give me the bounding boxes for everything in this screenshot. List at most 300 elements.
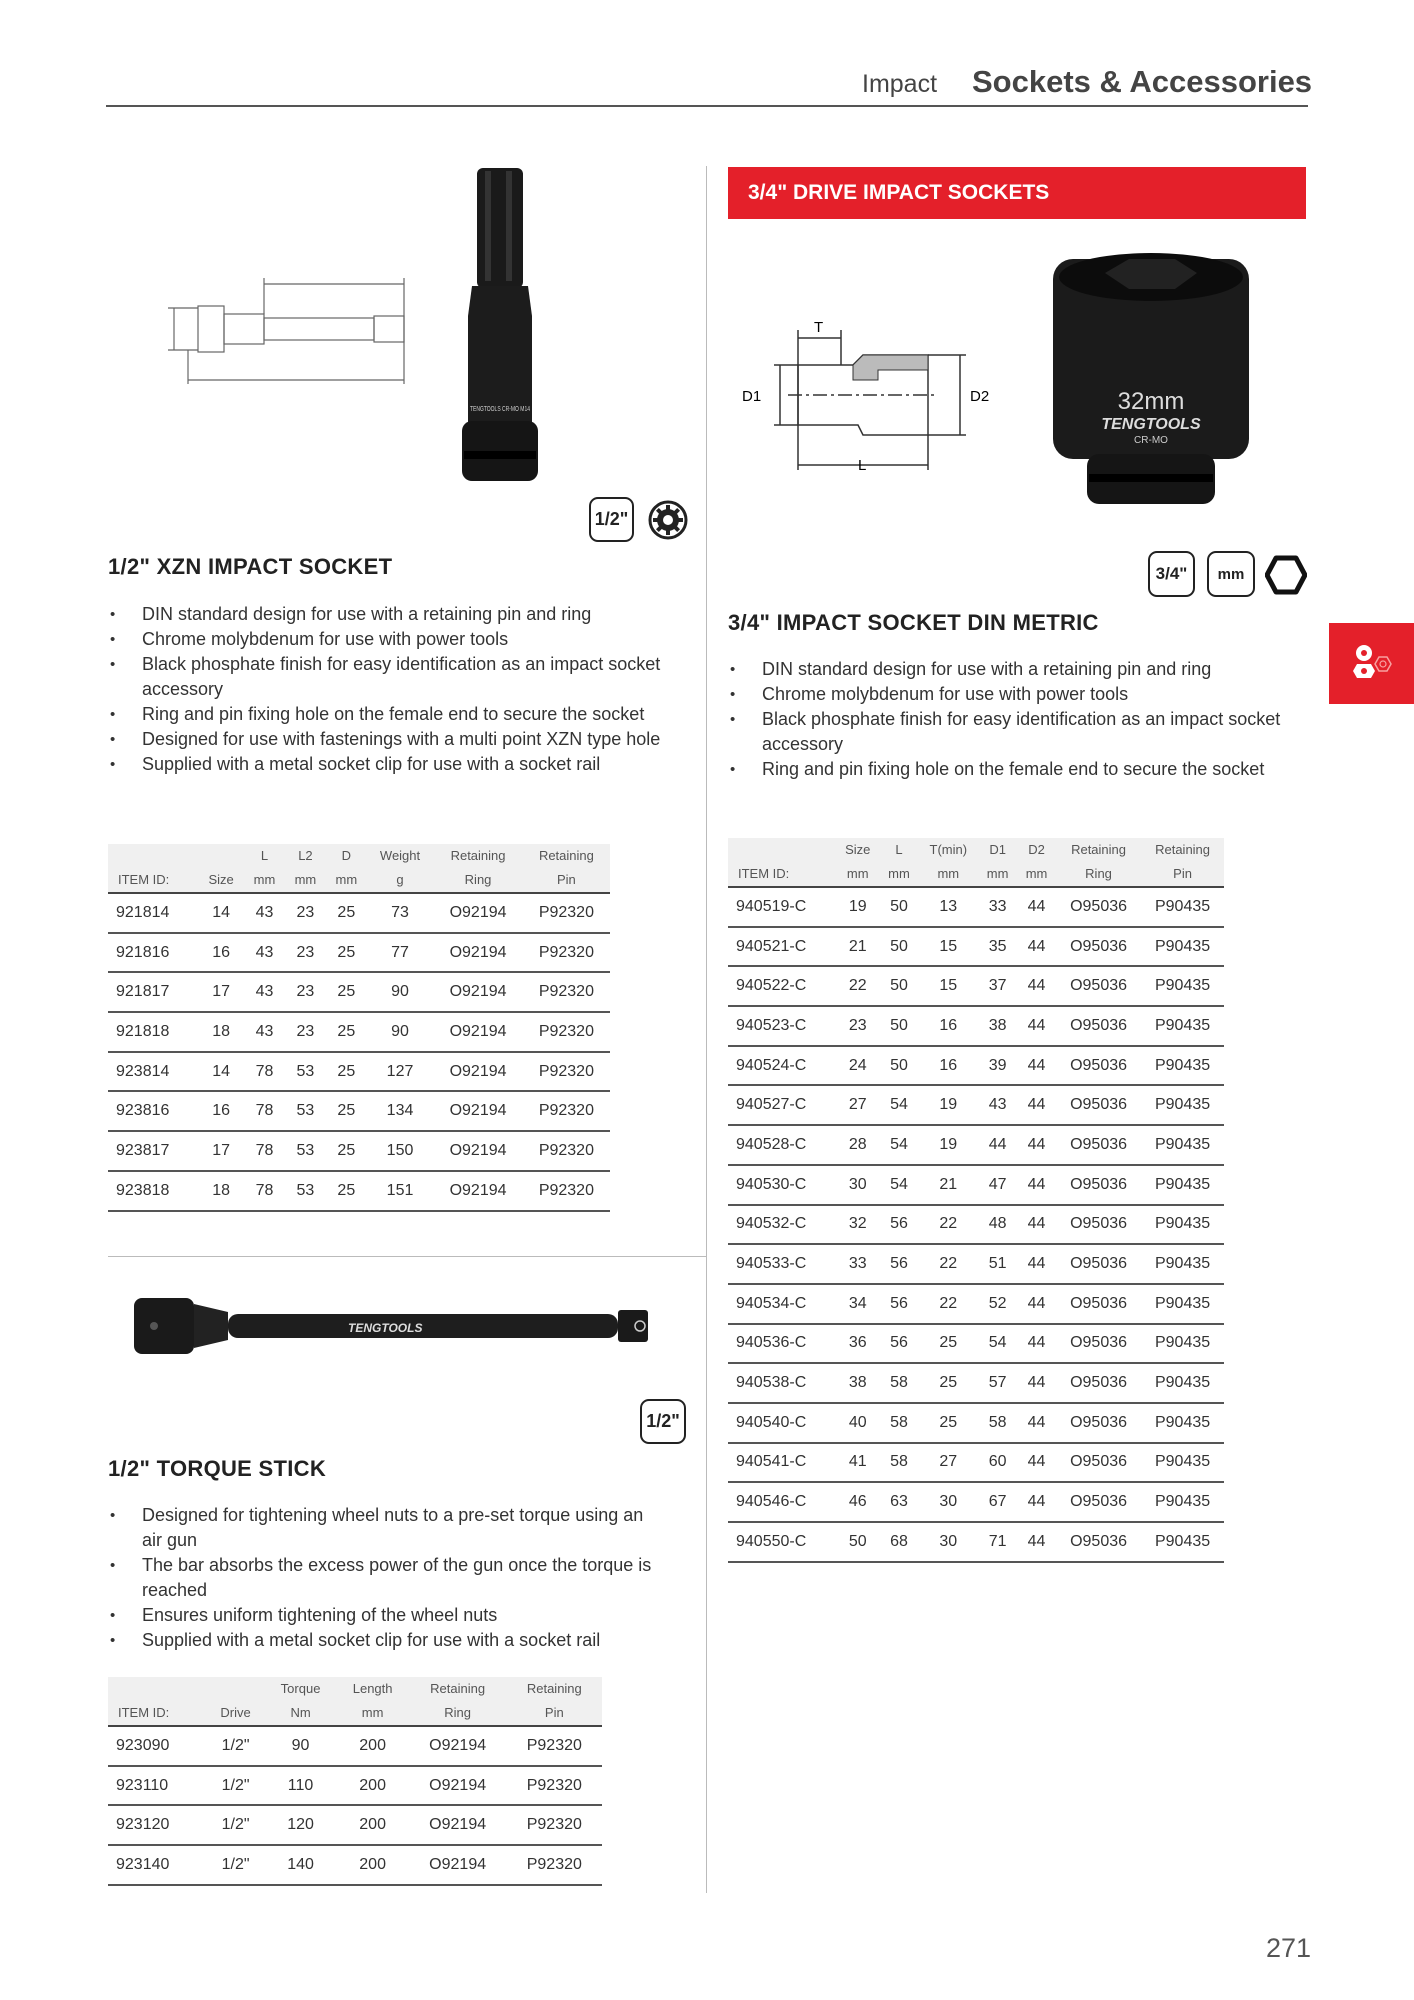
table-cell: 134 bbox=[367, 1091, 434, 1131]
table-cell: 30 bbox=[918, 1482, 978, 1522]
table-cell: 38 bbox=[978, 1006, 1017, 1046]
table-cell: O95036 bbox=[1056, 966, 1141, 1006]
table-row bbox=[108, 1131, 610, 1171]
table-cell: 16 bbox=[198, 933, 244, 973]
column-header-line: Size bbox=[208, 872, 234, 887]
table-row bbox=[728, 1324, 1224, 1364]
table-cell: O95036 bbox=[1056, 1125, 1141, 1165]
feature-bullet: • DIN standard design for use with a retaining pin and ring bbox=[108, 602, 693, 627]
column-header bbox=[409, 1677, 507, 1726]
table-cell: 56 bbox=[880, 1284, 919, 1324]
table-row bbox=[728, 1443, 1224, 1483]
column-header bbox=[367, 844, 434, 893]
page-title: Sockets & Accessories bbox=[972, 64, 1313, 99]
table-cell: 16 bbox=[918, 1006, 978, 1046]
column-header-line: Retaining bbox=[538, 848, 594, 863]
feature-bullet: • Chrome molybdenum for use with power tools bbox=[108, 627, 693, 652]
table-cell: 37 bbox=[978, 966, 1017, 1006]
socket-material-marking: CR-MO bbox=[1134, 435, 1168, 446]
table-row bbox=[728, 1244, 1224, 1284]
table-cell: O92194 bbox=[433, 1171, 523, 1211]
table-cell: P92320 bbox=[523, 893, 610, 933]
table-row bbox=[108, 972, 610, 1012]
column-header bbox=[265, 1677, 337, 1726]
table-cell: 39 bbox=[978, 1046, 1017, 1086]
table-cell: 53 bbox=[285, 1171, 326, 1211]
table-cell: 60 bbox=[978, 1443, 1017, 1483]
column-header bbox=[728, 838, 836, 887]
table-row bbox=[728, 966, 1224, 1006]
column-header-line: Retaining bbox=[430, 1681, 486, 1696]
table-row bbox=[728, 1165, 1224, 1205]
table-cell: 50 bbox=[880, 966, 919, 1006]
table-cell: 923110 bbox=[108, 1766, 207, 1806]
table-cell: 54 bbox=[880, 1085, 919, 1125]
table-cell: 35 bbox=[978, 927, 1017, 967]
table-cell: 44 bbox=[1017, 1403, 1056, 1443]
table-cell: 19 bbox=[918, 1085, 978, 1125]
torque-title: 1/2" TORQUE STICK bbox=[108, 1456, 327, 1481]
table-cell: P90435 bbox=[1141, 1205, 1224, 1245]
column-header bbox=[108, 844, 198, 893]
column-header bbox=[523, 844, 610, 893]
column-header bbox=[433, 844, 523, 893]
column-header-line: Torque bbox=[280, 1681, 321, 1696]
table-cell: 27 bbox=[836, 1085, 880, 1125]
column-header bbox=[880, 838, 919, 887]
table-cell: O95036 bbox=[1056, 1085, 1141, 1125]
column-header-line: Retaining bbox=[526, 1681, 582, 1696]
table-cell: 63 bbox=[880, 1482, 919, 1522]
table-cell: 23 bbox=[836, 1006, 880, 1046]
table-cell: 77 bbox=[367, 933, 434, 973]
table-cell: P90435 bbox=[1141, 1443, 1224, 1483]
table-cell: P90435 bbox=[1141, 1284, 1224, 1324]
table-cell: 15 bbox=[918, 966, 978, 1006]
table-cell: O92194 bbox=[409, 1766, 507, 1806]
column-header-line: mm bbox=[361, 1705, 384, 1720]
category-tab[interactable] bbox=[1329, 623, 1414, 704]
table-cell: 940536-C bbox=[728, 1324, 836, 1364]
table-cell: 16 bbox=[918, 1046, 978, 1086]
table-cell: 30 bbox=[836, 1165, 880, 1205]
table-cell: 940540-C bbox=[728, 1403, 836, 1443]
table-cell: 940530-C bbox=[728, 1165, 836, 1205]
table-cell: 923818 bbox=[108, 1171, 198, 1211]
table-cell: 40 bbox=[836, 1403, 880, 1443]
table-cell: 56 bbox=[880, 1205, 919, 1245]
column-header-line: Drive bbox=[220, 1705, 251, 1720]
table-cell: 54 bbox=[880, 1165, 919, 1205]
column-header-line: mm bbox=[937, 866, 960, 881]
table-cell: 21 bbox=[836, 927, 880, 967]
table-cell: O95036 bbox=[1056, 1006, 1141, 1046]
table-cell: O92194 bbox=[433, 1012, 523, 1052]
table-cell: 940527-C bbox=[728, 1085, 836, 1125]
table-cell: 940528-C bbox=[728, 1125, 836, 1165]
drive-size-badge: 1/2" bbox=[640, 1399, 686, 1444]
table-cell: 13 bbox=[918, 887, 978, 927]
table-cell: 921818 bbox=[108, 1012, 198, 1052]
table-row bbox=[108, 1726, 602, 1766]
table-cell: 923816 bbox=[108, 1091, 198, 1131]
table-cell: 54 bbox=[978, 1324, 1017, 1364]
table-cell: P90435 bbox=[1141, 1363, 1224, 1403]
table-cell: 24 bbox=[836, 1046, 880, 1086]
column-header-line: Pin bbox=[544, 1705, 564, 1720]
din-dimension-diagram bbox=[738, 310, 1028, 490]
table-cell: P90435 bbox=[1141, 887, 1224, 927]
table-cell: 25 bbox=[326, 933, 367, 973]
column-header-line: D1 bbox=[989, 842, 1006, 857]
column-header-line: ITEM ID: bbox=[118, 872, 170, 887]
column-header-line: g bbox=[396, 872, 404, 887]
column-header-line: Retaining bbox=[450, 848, 506, 863]
table-cell: O92194 bbox=[409, 1726, 507, 1766]
table-cell: 940523-C bbox=[728, 1006, 836, 1046]
table-cell: O92194 bbox=[433, 1052, 523, 1092]
table-cell: O95036 bbox=[1056, 1205, 1141, 1245]
table-cell: O92194 bbox=[433, 1131, 523, 1171]
table-cell: O92194 bbox=[409, 1805, 507, 1845]
table-row bbox=[728, 1046, 1224, 1086]
column-header-line bbox=[118, 844, 194, 868]
xzn-gear-icon bbox=[648, 500, 688, 540]
table-cell: 44 bbox=[1017, 1363, 1056, 1403]
table-row bbox=[108, 1091, 610, 1131]
feature-bullet: • Supplied with a metal socket clip for use with a socket rail bbox=[108, 1628, 668, 1653]
table-cell: 22 bbox=[918, 1205, 978, 1245]
column-header bbox=[978, 838, 1017, 887]
table-cell: 78 bbox=[244, 1131, 285, 1171]
dim-label-d2: D2 bbox=[970, 388, 990, 405]
table-cell: O95036 bbox=[1056, 1324, 1141, 1364]
table-row bbox=[108, 893, 610, 933]
table-cell: 18 bbox=[198, 1171, 244, 1211]
table-cell: 34 bbox=[836, 1284, 880, 1324]
table-cell: 25 bbox=[326, 1091, 367, 1131]
table-cell: P90435 bbox=[1141, 1165, 1224, 1205]
table-row bbox=[728, 1482, 1224, 1522]
table-cell: 44 bbox=[1017, 1125, 1056, 1165]
table-cell: O95036 bbox=[1056, 1482, 1141, 1522]
table-cell: 200 bbox=[337, 1845, 409, 1885]
column-header bbox=[918, 838, 978, 887]
column-header bbox=[1017, 838, 1056, 887]
table-cell: P92320 bbox=[523, 1131, 610, 1171]
table-cell: 150 bbox=[367, 1131, 434, 1171]
table-row bbox=[108, 1845, 602, 1885]
page-number: 271 bbox=[1266, 1933, 1312, 1963]
table-cell: 25 bbox=[326, 1131, 367, 1171]
torque-stick-marking: TENGTOOLS bbox=[348, 1321, 423, 1335]
table-cell: 127 bbox=[367, 1052, 434, 1092]
table-cell: P90435 bbox=[1141, 1046, 1224, 1086]
column-header-line: Pin bbox=[557, 872, 576, 887]
column-header-line: Retaining bbox=[1155, 842, 1211, 857]
table-cell: 44 bbox=[1017, 927, 1056, 967]
table-cell: 940538-C bbox=[728, 1363, 836, 1403]
column-header bbox=[507, 1677, 602, 1726]
section-divider bbox=[108, 1256, 706, 1257]
column-header-line: mm bbox=[253, 872, 276, 887]
xzn-dimension-diagram bbox=[168, 270, 413, 388]
table-cell: 17 bbox=[198, 972, 244, 1012]
column-header-line: Size bbox=[845, 842, 871, 857]
table-row bbox=[108, 933, 610, 973]
table-cell: 44 bbox=[1017, 966, 1056, 1006]
table-cell: 921816 bbox=[108, 933, 198, 973]
table-cell: 940519-C bbox=[728, 887, 836, 927]
table-cell: O95036 bbox=[1056, 1284, 1141, 1324]
table-cell: 16 bbox=[198, 1091, 244, 1131]
table-cell: 44 bbox=[1017, 1443, 1056, 1483]
table-row bbox=[728, 1363, 1224, 1403]
feature-bullet: • Black phosphate finish for easy identification as an impact socket accessory bbox=[108, 652, 693, 702]
table-cell: 78 bbox=[244, 1171, 285, 1211]
column-header bbox=[337, 1677, 409, 1726]
table-cell: 25 bbox=[326, 1171, 367, 1211]
table-cell: 54 bbox=[880, 1125, 919, 1165]
table-cell: 23 bbox=[285, 933, 326, 973]
table-cell: 25 bbox=[326, 1052, 367, 1092]
table-cell: P90435 bbox=[1141, 1006, 1224, 1046]
table-row bbox=[728, 1125, 1224, 1165]
table-cell: 921814 bbox=[108, 893, 198, 933]
table-cell: 25 bbox=[918, 1363, 978, 1403]
column-header-line: T(min) bbox=[929, 842, 968, 857]
table-row bbox=[728, 1205, 1224, 1245]
table-cell: 52 bbox=[978, 1284, 1017, 1324]
table-cell: 90 bbox=[367, 972, 434, 1012]
table-cell: 78 bbox=[244, 1052, 285, 1092]
column-header-line: mm bbox=[294, 872, 317, 887]
xzn-spec-table bbox=[108, 844, 610, 1212]
table-cell: P90435 bbox=[1141, 1244, 1224, 1284]
column-header-line: L bbox=[895, 842, 903, 857]
table-header-row bbox=[108, 844, 610, 893]
table-cell: O92194 bbox=[433, 893, 523, 933]
table-cell: P92320 bbox=[523, 1052, 610, 1092]
table-cell: 44 bbox=[1017, 1085, 1056, 1125]
table-row bbox=[108, 1766, 602, 1806]
feature-bullet: • Supplied with a metal socket clip for use with a socket rail bbox=[108, 752, 693, 777]
column-header-line: ITEM ID: bbox=[118, 1705, 170, 1720]
feature-bullet: • Designed for use with fastenings with a multi point XZN type hole bbox=[108, 727, 693, 752]
table-cell: 140 bbox=[265, 1845, 337, 1885]
feature-bullet: • Ring and pin fixing hole on the female end to secure the socket bbox=[728, 757, 1303, 782]
column-header-line: L bbox=[260, 848, 269, 863]
column-header-line: Ring bbox=[444, 1705, 472, 1720]
table-cell: P90435 bbox=[1141, 1522, 1224, 1562]
dim-label-t: T bbox=[814, 319, 824, 336]
torque-spec-table bbox=[108, 1677, 602, 1886]
column-header-line: mm bbox=[1025, 866, 1048, 881]
table-row bbox=[728, 1006, 1224, 1046]
table-cell: 14 bbox=[198, 893, 244, 933]
dim-label-d1: D1 bbox=[742, 388, 762, 405]
table-cell: 940534-C bbox=[728, 1284, 836, 1324]
table-cell: P90435 bbox=[1141, 1085, 1224, 1125]
table-cell: 38 bbox=[836, 1363, 880, 1403]
table-cell: P92320 bbox=[523, 1012, 610, 1052]
table-cell: P92320 bbox=[507, 1726, 602, 1766]
table-cell: 57 bbox=[978, 1363, 1017, 1403]
table-cell: 43 bbox=[978, 1085, 1017, 1125]
column-header bbox=[108, 1677, 207, 1726]
column-header-line: mm bbox=[986, 866, 1009, 881]
hexagon-icon bbox=[1265, 555, 1307, 595]
table-cell: 33 bbox=[836, 1244, 880, 1284]
column-header-line bbox=[211, 1677, 261, 1701]
table-cell: 46 bbox=[836, 1482, 880, 1522]
table-cell: 44 bbox=[1017, 1522, 1056, 1562]
din-feature-list bbox=[728, 657, 1303, 782]
table-cell: 56 bbox=[880, 1324, 919, 1364]
table-cell: O92194 bbox=[433, 933, 523, 973]
column-header-line: L2 bbox=[298, 848, 313, 863]
table-cell: 921817 bbox=[108, 972, 198, 1012]
table-row bbox=[108, 1171, 610, 1211]
table-cell: 41 bbox=[836, 1443, 880, 1483]
table-cell: 44 bbox=[1017, 1165, 1056, 1205]
table-cell: P92320 bbox=[507, 1805, 602, 1845]
table-cell: 50 bbox=[836, 1522, 880, 1562]
table-cell: 200 bbox=[337, 1805, 409, 1845]
table-cell: O95036 bbox=[1056, 1443, 1141, 1483]
column-header bbox=[1056, 838, 1141, 887]
table-cell: 53 bbox=[285, 1131, 326, 1171]
table-cell: 17 bbox=[198, 1131, 244, 1171]
torque-stick-image bbox=[128, 1290, 668, 1364]
table-cell: 30 bbox=[918, 1522, 978, 1562]
table-cell: 25 bbox=[918, 1324, 978, 1364]
section-label: Impact bbox=[862, 70, 938, 98]
feature-bullet: • Black phosphate finish for easy identification as an impact socket accessory bbox=[728, 707, 1303, 757]
table-cell: 14 bbox=[198, 1052, 244, 1092]
header-divider bbox=[106, 105, 1308, 107]
table-cell: 48 bbox=[978, 1205, 1017, 1245]
feature-bullet: • The bar absorbs the excess power of the gun once the torque is reached bbox=[108, 1553, 668, 1603]
table-header-row bbox=[728, 838, 1224, 887]
table-cell: 71 bbox=[978, 1522, 1017, 1562]
table-cell: 19 bbox=[918, 1125, 978, 1165]
table-cell: 68 bbox=[880, 1522, 919, 1562]
table-row bbox=[728, 1403, 1224, 1443]
table-cell: 44 bbox=[1017, 1205, 1056, 1245]
column-divider bbox=[706, 166, 707, 1893]
column-header bbox=[244, 844, 285, 893]
column-header bbox=[285, 844, 326, 893]
table-cell: 22 bbox=[836, 966, 880, 1006]
table-cell: 940532-C bbox=[728, 1205, 836, 1245]
column-header-line: mm bbox=[846, 866, 869, 881]
table-cell: 200 bbox=[337, 1766, 409, 1806]
feature-bullet: • Ensures uniform tightening of the wheel nuts bbox=[108, 1603, 668, 1628]
table-cell: P90435 bbox=[1141, 1125, 1224, 1165]
column-header-line bbox=[118, 1677, 203, 1701]
table-cell: 923814 bbox=[108, 1052, 198, 1092]
table-cell: O95036 bbox=[1056, 1046, 1141, 1086]
din-socket-image bbox=[1045, 249, 1257, 517]
column-header bbox=[207, 1677, 265, 1726]
torque-feature-list bbox=[108, 1503, 668, 1653]
table-cell: 90 bbox=[265, 1726, 337, 1766]
table-cell: 90 bbox=[367, 1012, 434, 1052]
table-cell: O92194 bbox=[433, 972, 523, 1012]
table-cell: P90435 bbox=[1141, 1324, 1224, 1364]
table-cell: 32 bbox=[836, 1205, 880, 1245]
table-cell: 1/2" bbox=[207, 1805, 265, 1845]
column-header bbox=[198, 844, 244, 893]
column-header-line: Length bbox=[352, 1681, 393, 1696]
table-cell: 44 bbox=[1017, 1046, 1056, 1086]
table-cell: 44 bbox=[1017, 1006, 1056, 1046]
column-header-line: Ring bbox=[464, 872, 492, 887]
table-cell: 151 bbox=[367, 1171, 434, 1211]
table-cell: 19 bbox=[836, 887, 880, 927]
table-cell: 940546-C bbox=[728, 1482, 836, 1522]
feature-bullet: • Chrome molybdenum for use with power tools bbox=[728, 682, 1303, 707]
table-cell: 73 bbox=[367, 893, 434, 933]
table-cell: 53 bbox=[285, 1052, 326, 1092]
table-cell: O95036 bbox=[1056, 1363, 1141, 1403]
xzn-title: 1/2" XZN IMPACT SOCKET bbox=[108, 554, 393, 579]
table-cell: 51 bbox=[978, 1244, 1017, 1284]
feature-bullet: • DIN standard design for use with a retaining pin and ring bbox=[728, 657, 1303, 682]
table-cell: O95036 bbox=[1056, 1244, 1141, 1284]
table-cell: 43 bbox=[244, 1012, 285, 1052]
table-cell: 58 bbox=[880, 1403, 919, 1443]
table-cell: 1/2" bbox=[207, 1726, 265, 1766]
metric-unit-badge: mm bbox=[1207, 551, 1255, 597]
feature-bullet: • Designed for tightening wheel nuts to a pre-set torque using an air gun bbox=[108, 1503, 668, 1553]
table-cell: 200 bbox=[337, 1726, 409, 1766]
table-cell: O95036 bbox=[1056, 927, 1141, 967]
table-cell: 940550-C bbox=[728, 1522, 836, 1562]
table-cell: 18 bbox=[198, 1012, 244, 1052]
table-cell: 43 bbox=[244, 893, 285, 933]
din-spec-table bbox=[728, 838, 1224, 1563]
table-cell: 50 bbox=[880, 1006, 919, 1046]
section-banner: 3/4" DRIVE IMPACT SOCKETS bbox=[728, 167, 1306, 219]
column-header-line: Pin bbox=[1173, 866, 1192, 881]
table-cell: 27 bbox=[918, 1443, 978, 1483]
table-row bbox=[728, 887, 1224, 927]
table-cell: 58 bbox=[880, 1443, 919, 1483]
table-row bbox=[728, 1085, 1224, 1125]
table-cell: P92320 bbox=[523, 933, 610, 973]
table-cell: 58 bbox=[880, 1363, 919, 1403]
table-cell: 43 bbox=[244, 972, 285, 1012]
table-cell: 120 bbox=[265, 1805, 337, 1845]
dim-label-l: L bbox=[858, 457, 867, 474]
table-cell: 56 bbox=[880, 1244, 919, 1284]
table-cell: P92320 bbox=[507, 1845, 602, 1885]
table-cell: 940524-C bbox=[728, 1046, 836, 1086]
column-header-line: D bbox=[341, 848, 352, 863]
table-cell: 923090 bbox=[108, 1726, 207, 1766]
table-cell: 25 bbox=[326, 893, 367, 933]
table-cell: 44 bbox=[1017, 1244, 1056, 1284]
table-cell: 25 bbox=[918, 1403, 978, 1443]
table-cell: P90435 bbox=[1141, 966, 1224, 1006]
table-cell: 923140 bbox=[108, 1845, 207, 1885]
table-cell: 78 bbox=[244, 1091, 285, 1131]
table-cell: 1/2" bbox=[207, 1845, 265, 1885]
table-cell: 43 bbox=[244, 933, 285, 973]
table-cell: 44 bbox=[1017, 1284, 1056, 1324]
